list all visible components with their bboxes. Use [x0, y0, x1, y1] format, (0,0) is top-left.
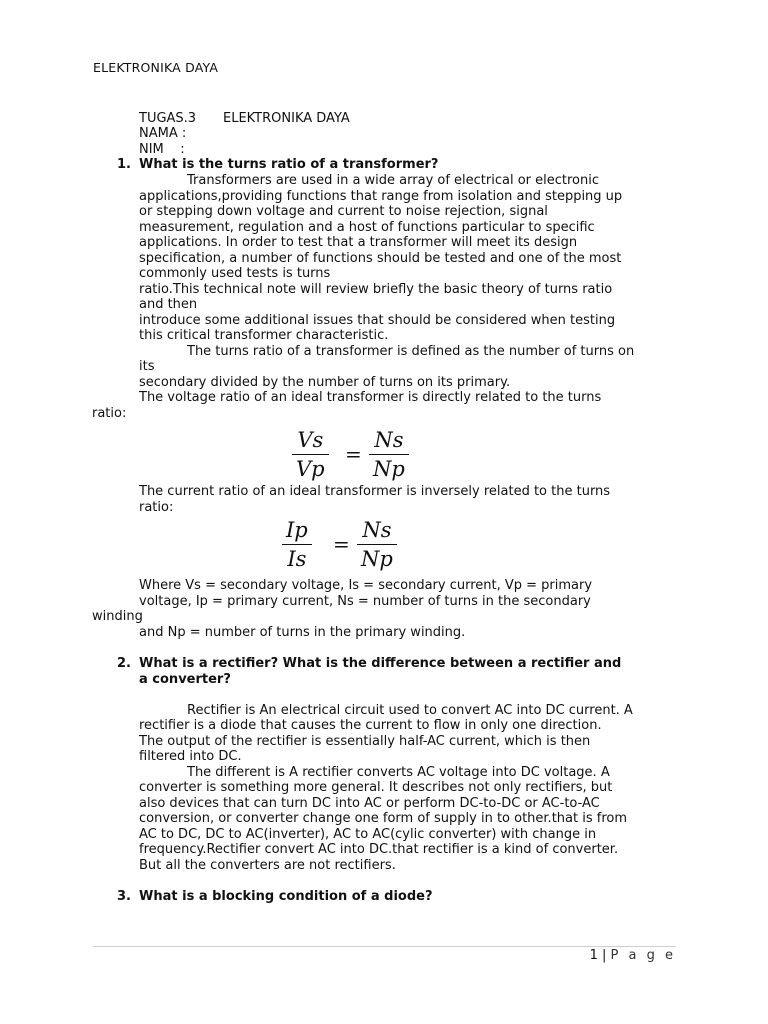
- q2-line: filtered into DC.: [139, 749, 242, 764]
- name-label: NAMA :: [139, 126, 187, 141]
- q1-line: and Np = number of turns in the primary winding.: [139, 625, 466, 640]
- numerator: Ns: [357, 518, 397, 545]
- q1-line: this critical transformer characteristic.: [139, 328, 389, 343]
- q1-line: The voltage ratio of an ideal transformer is directly related to the turns: [139, 390, 602, 405]
- equals-sign: =: [333, 532, 350, 556]
- fraction-vs-vp: [292, 428, 329, 481]
- page-label: P a g e: [610, 948, 676, 963]
- page-number: 1: [589, 948, 598, 963]
- assignment-label: TUGAS.3: [139, 111, 197, 126]
- question-1-title: What is the turns ratio of a transformer?: [139, 157, 439, 172]
- q1-line: ratio:: [92, 406, 127, 421]
- denominator: Vp: [296, 457, 325, 481]
- denominator: Is: [287, 547, 307, 571]
- question-2-title-line2: a converter?: [139, 672, 231, 687]
- footer-divider: [93, 946, 676, 947]
- q1-line: commonly used tests is turns: [139, 266, 331, 281]
- q1-line: or stepping down voltage and current to noise rejection, signal: [139, 204, 548, 219]
- page-footer: [590, 948, 676, 963]
- q1-line: secondary divided by the number of turns on its primary.: [139, 375, 511, 390]
- q1-line: introduce some additional issues that should be considered when testing: [139, 313, 616, 328]
- equals-sign: =: [345, 442, 362, 466]
- q1-line: The turns ratio of a transformer is defined as the number of turns on: [187, 344, 635, 359]
- nim-label: NIM :: [139, 142, 185, 157]
- q2-line: Rectifier is An electrical circuit used to convert AC into DC current. A: [187, 703, 633, 718]
- fraction-ns-np: [369, 428, 409, 481]
- page-header: ELEKTRONIKA DAYA: [93, 60, 219, 75]
- page-separator: |: [602, 948, 607, 963]
- denominator: Np: [373, 457, 405, 481]
- question-3-title: What is a blocking condition of a diode?: [139, 889, 433, 904]
- q1-line: ratio.This technical note will review briefly the basic theory of turns ratio: [139, 282, 613, 297]
- q2-line: rectifier is a diode that causes the current to flow in only one direction.: [139, 718, 602, 733]
- denominator: Np: [361, 547, 393, 571]
- q2-line: also devices that can turn DC into AC or perform DC-to-DC or AC-to-AC: [139, 796, 600, 811]
- question-1-number: 1.: [117, 157, 131, 172]
- q1-line: Where Vs = secondary voltage, Is = secondary current, Vp = primary: [139, 578, 593, 593]
- q2-line: conversion, or converter change one form of supply in to other.that is from: [139, 811, 627, 826]
- numerator: Ip: [282, 518, 312, 545]
- numerator: Vs: [292, 428, 329, 455]
- numerator: Ns: [369, 428, 409, 455]
- q2-line: The different is A rectifier converts AC voltage into DC voltage. A: [187, 765, 610, 780]
- q1-line: its: [139, 359, 155, 374]
- fraction-ns-np: [357, 518, 397, 571]
- q1-line: winding: [92, 609, 143, 624]
- question-3-number: 3.: [117, 889, 131, 904]
- q1-line: applications,providing functions that range from isolation and stepping up: [139, 189, 623, 204]
- q1-line: ratio:: [139, 500, 174, 515]
- subject-label: ELEKTRONIKA DAYA: [223, 111, 350, 126]
- q1-line: specification, a number of functions should be tested and one of the most: [139, 251, 622, 266]
- fraction-ip-is: [282, 518, 312, 571]
- q1-line: applications. In order to test that a transformer will meet its design: [139, 235, 578, 250]
- q2-line: converter is something more general. It describes not only rectifiers, but: [139, 780, 613, 795]
- q2-line: But all the converters are not rectifiers.: [139, 858, 396, 873]
- question-2-title-line1: What is a rectifier? What is the difference between a rectifier and: [139, 656, 622, 671]
- q2-line: frequency.Rectifier convert AC into DC.that rectifier is a kind of converter.: [139, 842, 619, 857]
- q1-line: voltage, Ip = primary current, Ns = number of turns in the secondary: [139, 594, 591, 609]
- q2-line: The output of the rectifier is essentially half-AC current, which is then: [139, 734, 591, 749]
- q1-line: and then: [139, 297, 198, 312]
- q1-line: Transformers are used in a wide array of electrical or electronic: [187, 173, 600, 188]
- q1-line: measurement, regulation and a host of functions particular to specific: [139, 220, 595, 235]
- question-2-number: 2.: [117, 656, 131, 671]
- q2-line: AC to DC, DC to AC(inverter), AC to AC(cylic converter) with change in: [139, 827, 597, 842]
- q1-line: The current ratio of an ideal transformer is inversely related to the turns: [139, 484, 611, 499]
